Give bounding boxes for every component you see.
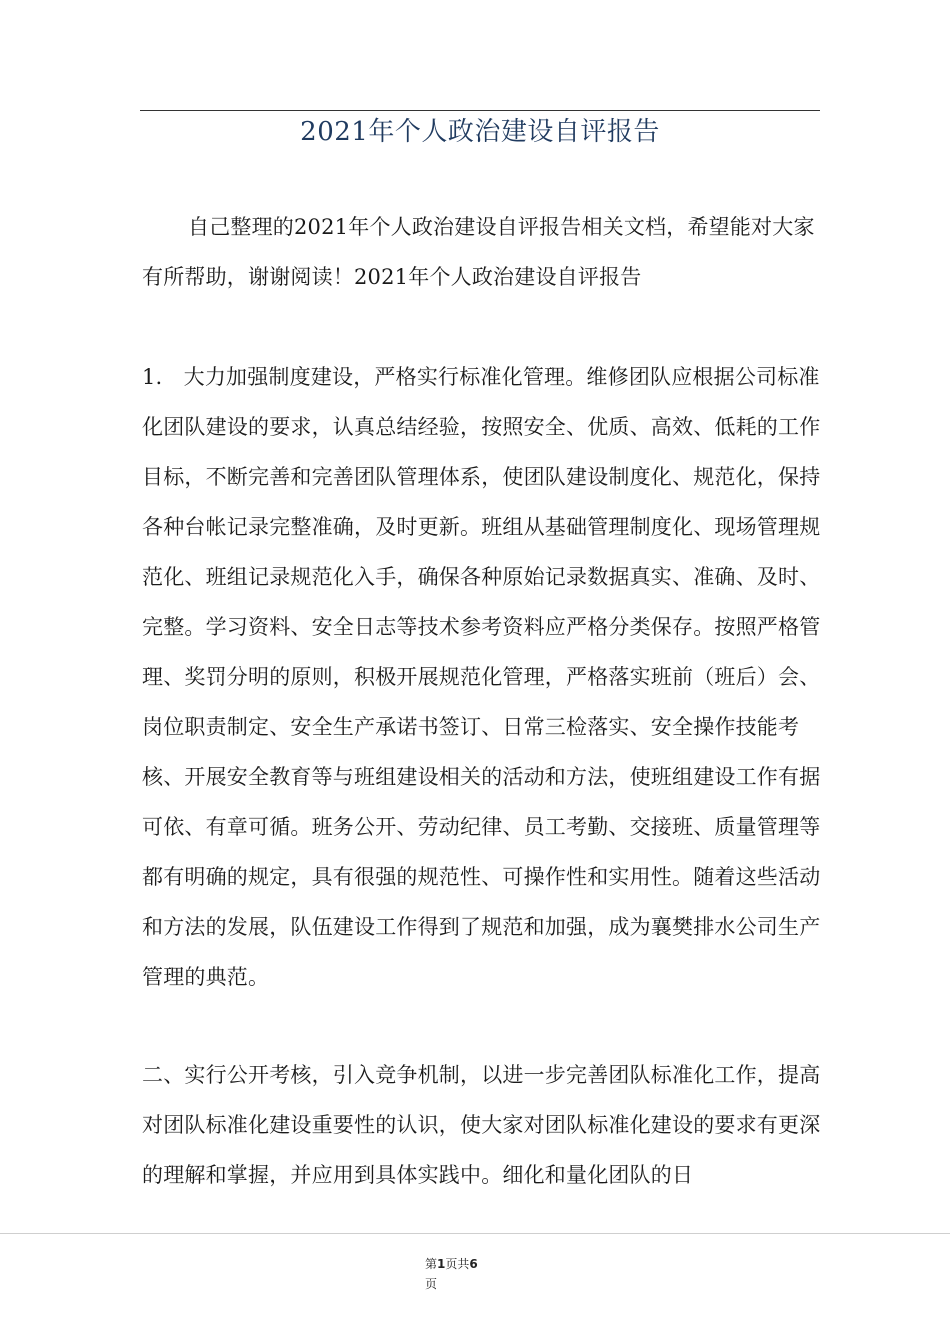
total-pages-number: 6 [469,1257,478,1271]
footer-suffix: 页 [425,1277,438,1291]
footer-prefix: 第 [425,1257,438,1271]
document-title: 2021年个人政治建设自评报告 [300,117,660,147]
paragraph-1: 1. 大力加强制度建设，严格实行标准化管理。维修团队应根据公司标准化团队建设的要求，认真总结经验，按照安全、优质、高效、低耗的工作目标，不断完善和完善团队管理体系，使团队建设制度化、规范化，保持各种台帐记录完整准确，及时更新。班组从基础管理制度化、现场管理规范化、班组记录规范化入手，确保各种原始记录数据真实、准确、及时、完整。学习资料、安全日志等技术参考资料应严格分类保存。按照严格管理、奖罚分明的原则，积极开展规范化管理，严格落实班前（班后）会、岗位职责制定、安全生产承诺书签订、日常三检落实、安全操作技能考核、开展安全教育等与班组建设相关的活动和方法，使班组建设工作有据可依、有章可循。班务公开、劳动纪律、员工考勤、交接班、质量管理等都有明确的规定，具有很强的规范性、可操作性和实用性。随着这些活动和方法的发展，队伍建设工作得到了规范和加强，成为襄樊排水公司生产管理的典范。 [142,365,821,989]
footer-rule [0,1233,950,1234]
header-rule [140,110,820,111]
intro-paragraph: 自己整理的2021年个人政治建设自评报告相关文档，希望能对大家有所帮助，谢谢阅读！2021年个人政治建设自评报告 [142,215,815,289]
page-footer [425,1254,525,1294]
footer-middle: 页共 [445,1257,470,1271]
paragraph-2: 二、实行公开考核，引入竞争机制，以进一步完善团队标准化工作，提高对团队标准化建设重要性的认识，使大家对团队标准化建设的要求有更深的理解和掌握，并应用到具体实践中。细化和量化团队的日 [142,1063,821,1187]
current-page-number: 1 [437,1257,446,1271]
